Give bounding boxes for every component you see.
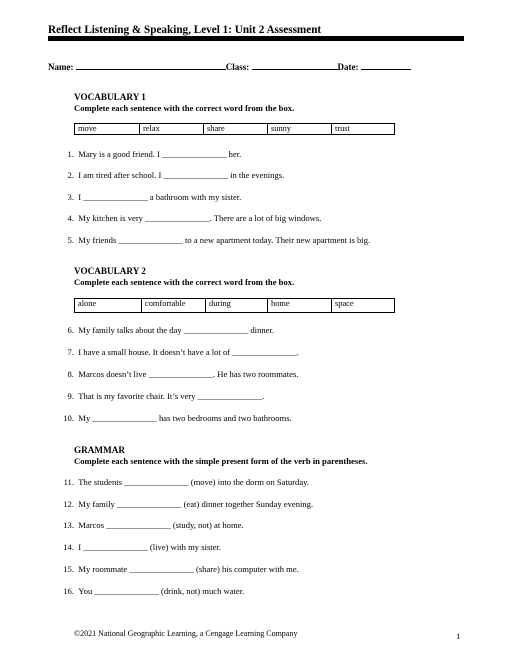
word-box-item: move: [75, 124, 140, 134]
question-9[interactable]: [48, 391, 468, 401]
vocab1-word-box: [74, 123, 395, 135]
vocab1-heading: VOCABULARY 1: [74, 92, 146, 102]
page-number: 1: [456, 631, 461, 641]
vocab2-heading: VOCABULARY 2: [74, 266, 146, 276]
word-box-item: share: [204, 124, 268, 134]
question-text: That is my favorite chair. It’s very _______________.: [78, 391, 265, 401]
vocab1-instruction: Complete each sentence with the correct word from the box.: [74, 103, 295, 113]
vocab2-word-box: [74, 298, 395, 313]
question-11[interactable]: [48, 477, 468, 487]
question-13[interactable]: [48, 520, 468, 530]
title-rule: [48, 36, 464, 41]
question-text: I _______________ a bathroom with my sister.: [78, 192, 242, 202]
copyright-footer: ©2021 National Geographic Learning, a Cengage Learning Company: [74, 629, 298, 638]
question-text: Mary is a good friend. I _______________ her.: [78, 149, 242, 159]
question-text: I have a small house. It doesn’t have a lot of _______________.: [78, 347, 299, 357]
question-3[interactable]: [48, 192, 468, 202]
question-8[interactable]: [48, 369, 468, 379]
question-10[interactable]: [48, 413, 468, 423]
class-label: Class:: [225, 62, 250, 72]
question-number: 8.: [67, 369, 74, 379]
question-number: 7.: [67, 347, 74, 357]
name-class-date-line: [48, 60, 428, 72]
grammar-instruction: Complete each sentence with the simple present form of the verb in parentheses.: [74, 456, 368, 466]
question-text: My _______________ has two bedrooms and two bathrooms.: [78, 413, 292, 423]
question-12[interactable]: [48, 499, 468, 509]
question-text: The students _______________ (move) into the dorm on Saturday.: [78, 477, 310, 487]
word-box-item: sunny: [268, 124, 332, 134]
question-text: Marcos doesn’t live _______________. He has two roommates.: [78, 369, 299, 379]
question-text: I am tired after school. I _______________ in the evenings.: [78, 170, 285, 180]
question-text: My family talks about the day _______________ dinner.: [78, 325, 275, 335]
word-box-item: during: [206, 299, 268, 312]
date-blank[interactable]: [361, 60, 411, 70]
grammar-section: [74, 445, 474, 467]
question-number: 2.: [67, 170, 74, 180]
question-5[interactable]: [48, 235, 468, 245]
vocab2-section: [74, 266, 454, 288]
question-number: 4.: [67, 213, 74, 223]
word-box-item: comfortable: [142, 299, 206, 312]
question-number: 15.: [63, 564, 74, 574]
question-number: 12.: [63, 499, 74, 509]
grammar-heading: GRAMMAR: [74, 445, 126, 455]
question-4[interactable]: [48, 213, 468, 223]
word-box-item: trust: [335, 124, 350, 133]
question-15[interactable]: [48, 564, 468, 574]
question-2[interactable]: [48, 170, 468, 180]
word-box-item: relax: [140, 124, 204, 134]
vocab1-section: [74, 92, 454, 114]
question-14[interactable]: [48, 542, 468, 552]
vocab2-instruction: Complete each sentence with the correct word from the box.: [74, 277, 295, 287]
question-number: 3.: [67, 192, 74, 202]
question-number: 5.: [67, 235, 74, 245]
date-label: Date:: [337, 62, 359, 72]
question-text: My kitchen is very _______________. There are a lot of big windows.: [78, 213, 322, 223]
question-number: 10.: [63, 413, 74, 423]
question-text: You _______________ (drink, not) much water.: [78, 586, 245, 596]
question-text: Marcos _______________ (study, not) at home.: [78, 520, 244, 530]
name-blank[interactable]: [76, 60, 226, 70]
question-number: 6.: [67, 325, 74, 335]
question-text: My family _______________ (eat) dinner together Sunday evening.: [78, 499, 314, 509]
question-number: 9.: [67, 391, 74, 401]
question-text: My friends _______________ to a new apartment today. Their new apartment is big.: [78, 235, 371, 245]
class-blank[interactable]: [252, 60, 338, 70]
question-text: My roommate _______________ (share) his computer with me.: [78, 564, 299, 574]
question-6[interactable]: [48, 325, 468, 335]
question-number: 16.: [63, 586, 74, 596]
question-1[interactable]: [48, 149, 468, 159]
word-box-item: space: [335, 299, 354, 308]
question-number: 11.: [63, 477, 74, 487]
name-label: Name:: [48, 62, 74, 72]
question-number: 14.: [63, 542, 74, 552]
word-box-item: home: [268, 299, 332, 312]
page-title: Reflect Listening & Speaking, Level 1: Unit 2 Assessment: [48, 24, 322, 36]
question-number: 13.: [63, 520, 74, 530]
question-text: I _______________ (live) with my sister.: [78, 542, 222, 552]
question-16[interactable]: [48, 586, 468, 596]
word-box-item: alone: [75, 299, 142, 312]
question-number: 1.: [67, 149, 74, 159]
question-7[interactable]: [48, 347, 468, 357]
